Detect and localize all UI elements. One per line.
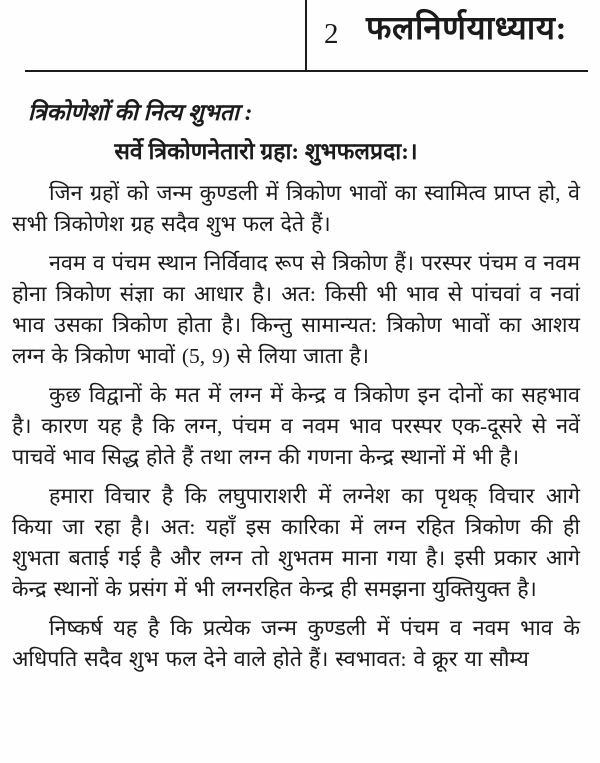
horizontal-rule <box>25 70 588 72</box>
vertical-rule <box>305 0 307 71</box>
section-heading: त्रिकोणेशों की नित्य शुभता : <box>28 100 253 125</box>
paragraph-2: नवम व पंचम स्थान निर्विवाद रूप से त्रिकोण हैं। परस्पर पंचम व नवम होना त्रिकोण संज्ञा का आधार है। अत: किसी भी भाव से पांचवां व नवां भाव उसका त्रिकोण होता है। किन्तु सामान्यत: त्रिकोण भावों का आशय लग्न के त्रिकोण भावों (5, 9) से लिया जाता है। <box>12 251 580 368</box>
shloka-verse: सर्वे त्रिकोणनेतारो ग्रहा: शुभफलप्रदा:। <box>114 139 418 164</box>
paragraph-5: निष्कर्ष यह है कि प्रत्येक जन्म कुण्डली में पंचम व नवम भाव के अधिपति सदैव शुभ फल देने वाले होते हैं। स्वभावत: वे क्रूर या सौम्य <box>12 616 580 671</box>
paragraph-3: कुछ विद्वानों के मत में लग्न में केन्द्र व त्रिकोण इन दोनों का सहभाव है। कारण यह है कि लग्न, पंचम व नवम भाव परस्पर एक-दूसरे से नवें पाचवें भाव सिद्ध होते हैं तथा लग्न की गणना केन्द्र स्थानों में भी है। <box>12 383 580 469</box>
chapter-title: फलनिर्णयाध्याय: <box>366 11 567 47</box>
chapter-header <box>0 0 600 72</box>
paragraph-4: हमारा विचार है कि लघुपाराशरी में लग्नेश का पृथक् विचार आगे किया जा रहा है। अत: यहाँ इस कारिका में लग्न रहित त्रिकोण की ही शुभता बताई गई है और लग्न तो शुभतम माना गया है। इसी प्रकार आगे केन्द्र स्थानों के प्रसंग में भी लग्नरहित केन्द्र ही समझना युक्तियुक्त है। <box>12 484 580 601</box>
body-text <box>12 98 580 675</box>
paragraph-1: जिन ग्रहों को जन्म कुण्डली में त्रिकोण भावों का स्वामित्व प्राप्त हो, वे सभी त्रिकोणेश ग्रह सदैव शुभ फल देते हैं। <box>12 181 580 236</box>
chapter-number: 2 <box>324 18 339 50</box>
